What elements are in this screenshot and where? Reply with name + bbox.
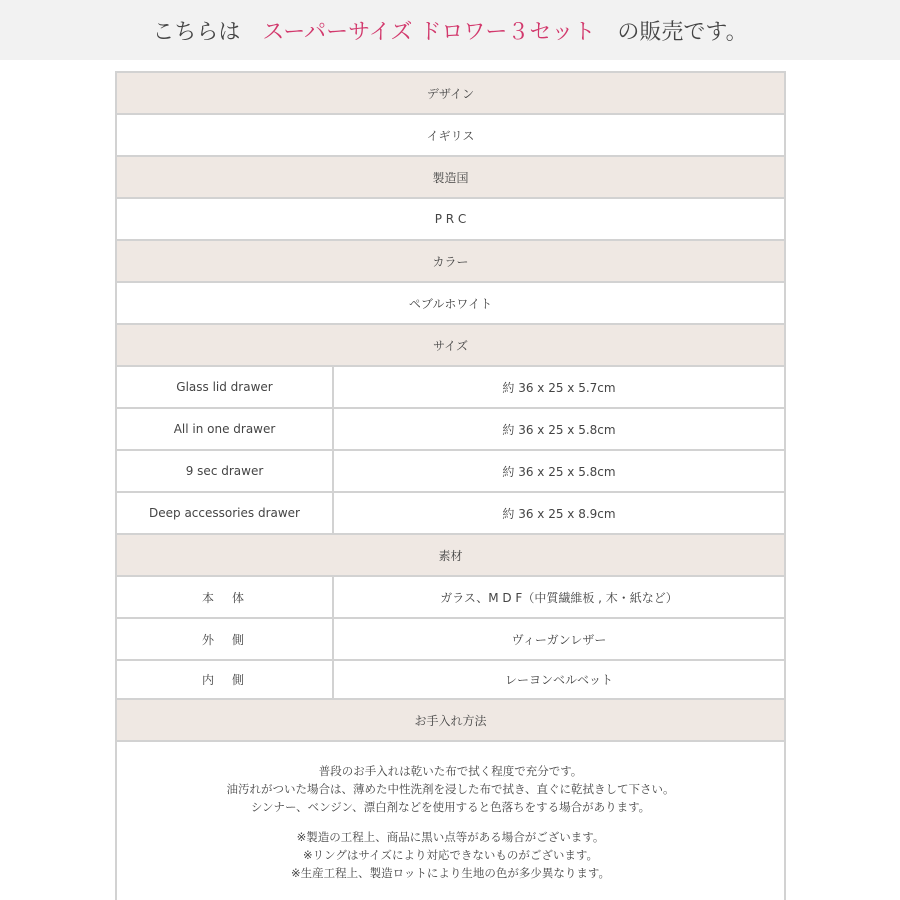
size-header [117,325,784,367]
spec-table [115,71,786,900]
title-prefix: こちらは [152,19,263,45]
size-item-name: 9 sec drawer [185,464,264,478]
size-item-value: 約 36 x 25 x 5.8cm [502,464,616,479]
care-note: ※リングはサイズにより対応できないものがございます。 [302,848,599,862]
material-row [117,577,784,619]
size-item-name: Deep accessories drawer [149,506,300,520]
origin-header [117,157,784,199]
color-label: カラー [432,254,469,269]
material-label: 素材 [438,548,463,563]
care-note: ※製造の工程上、商品に黒い点等がある場合がございます。 [296,830,605,844]
size-item-value: 約 36 x 25 x 8.9cm [502,506,616,521]
size-item-name: Glass lid drawer [176,380,273,394]
design-label: デザイン [426,86,475,101]
material-item-value: レーヨンベルベット [504,673,613,687]
color-value: ペブルホワイト [408,296,493,311]
origin-value: P R C [434,212,467,226]
design-header [117,73,784,115]
title-suffix: の販売です。 [595,19,748,45]
size-item-value: 約 36 x 25 x 5.8cm [502,422,616,437]
care-label: お手入れ方法 [414,713,487,728]
care-header [117,700,784,742]
origin-label: 製造国 [432,170,469,185]
color-row [117,283,784,325]
material-item-name: 本 体 [201,590,247,605]
design-value: イギリス [426,128,475,143]
material-item-value: ヴィーガンレザー [511,632,607,647]
product-name: スーパーサイズ ドロワー３セット [262,19,596,45]
color-header [117,241,784,283]
size-row [117,409,784,451]
origin-row [117,199,784,241]
size-row [117,367,784,409]
page-title [0,0,900,60]
care-line: 油汚れがついた場合は、薄めた中性洗剤を浸した布で拭き、直ぐに乾拭きして下さい。 [226,782,675,796]
material-row [117,619,784,661]
design-row [117,115,784,157]
material-item-name: 外 側 [201,632,247,647]
material-item-name: 内 側 [201,673,247,687]
care-note: ※生産工程上、製造ロットにより生地の色が多少異なります。 [291,866,610,880]
care-line: シンナー、ベンジン、漂白剤などを使用すると色落ちをする場合があります。 [250,800,651,814]
size-row [117,493,784,535]
care-line: 普段のお手入れは乾いた布で拭く程度で充分です。 [318,764,583,778]
material-header [117,535,784,577]
size-item-value: 約 36 x 25 x 5.7cm [502,380,616,395]
care-instructions [117,742,784,900]
size-row [117,451,784,493]
material-item-value: ガラス、M D F（中質繊維板 , 木・紙など） [440,590,678,605]
size-label: サイズ [432,338,469,353]
size-item-name: All in one drawer [173,422,276,436]
material-row [117,661,784,700]
